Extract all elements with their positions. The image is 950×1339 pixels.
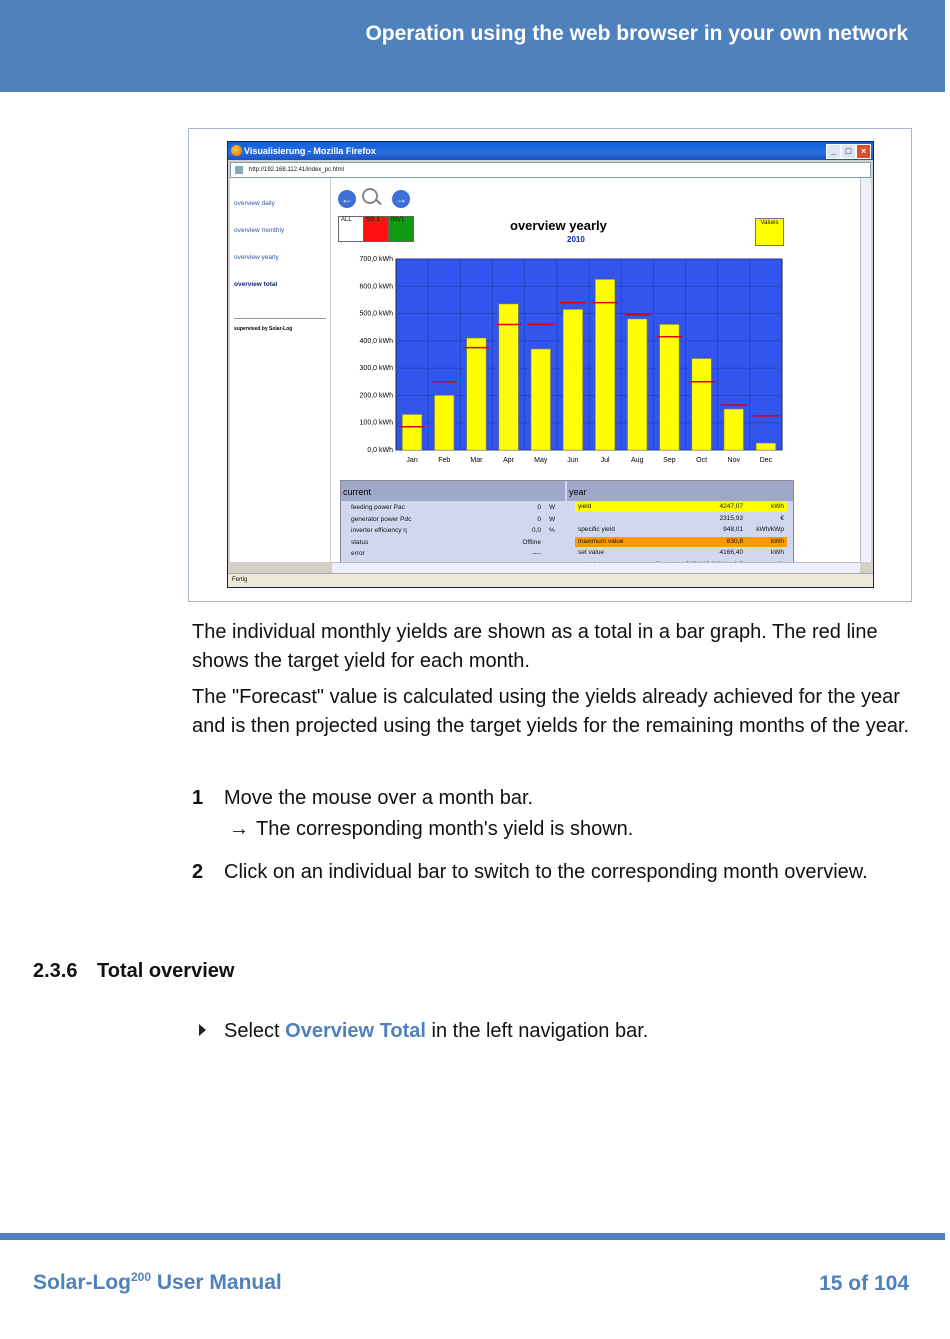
row-unit: W [549, 504, 556, 511]
arrow-right-icon[interactable]: → [392, 190, 410, 208]
row-label: maximum value [578, 537, 624, 545]
chart-year: 2010 [567, 235, 585, 244]
step-1-text: Move the mouse over a month bar. [224, 787, 534, 809]
row-value: 0 [537, 504, 541, 511]
browser-statusbar [228, 573, 873, 587]
row-value: 4166,40 [719, 549, 743, 556]
horizontal-scrollbar[interactable] [332, 562, 860, 573]
close-icon[interactable]: × [856, 144, 871, 159]
x-tick-label: Nov [727, 457, 740, 464]
row-label: yield [578, 503, 592, 510]
select-sg-button[interactable] [363, 216, 389, 242]
nav-overview-yearly[interactable]: overview yearly [234, 254, 279, 261]
row-value: 630,8 [726, 537, 743, 545]
bar-oct[interactable] [692, 359, 711, 450]
select-all-button[interactable] [338, 216, 364, 242]
values-button[interactable] [755, 218, 784, 246]
row-label: feeding power Pac [351, 504, 405, 511]
arrow-left-icon[interactable]: ← [338, 190, 356, 208]
row-value: 0,0 [531, 527, 541, 534]
window-title: Visualisierung - Mozilla Firefox [244, 146, 376, 156]
header-title: Operation using the web browser in your own network [365, 22, 908, 45]
vertical-scrollbar[interactable] [860, 178, 871, 562]
y-tick-label: 500,0 kWh [359, 310, 393, 318]
maximize-icon[interactable]: □ [841, 144, 856, 159]
row-label: status [351, 538, 369, 546]
address-bar[interactable] [230, 162, 871, 178]
bar-jan[interactable] [402, 415, 421, 450]
step-2-text: Click on an individual bar to switch to the corresponding month overview. [224, 861, 868, 883]
supervised-label: supervised by Solar-Log [234, 326, 293, 332]
row-unit: kWh [771, 549, 784, 556]
firefox-icon [231, 145, 242, 156]
bar-may[interactable] [531, 349, 550, 450]
values-label: Values [760, 220, 779, 226]
status-text: Fertig [232, 577, 248, 583]
row-value: 2315,93 [719, 514, 743, 522]
paragraph-2: The "Forecast" value is calculated using the yields already achieved for the year and is then projected using the target yields for the remaining months of the year. [192, 686, 910, 737]
y-tick-label: 200,0 kWh [359, 392, 393, 400]
row-unit: kWh [771, 537, 784, 545]
bullet-triangle-icon [199, 1024, 206, 1036]
nav-overview-total[interactable]: overview total [234, 281, 278, 288]
y-tick-label: 400,0 kWh [359, 337, 393, 345]
result-arrow-icon: → [229, 818, 249, 840]
row-label: generator power Pdc [351, 515, 412, 523]
page-icon [235, 166, 243, 174]
x-tick-label: Jan [406, 457, 418, 464]
y-tick-label: 100,0 kWh [359, 419, 393, 427]
x-tick-label: Oct [696, 457, 708, 464]
current-row [351, 503, 563, 513]
bullet-instruction [224, 1017, 648, 1046]
stats-panel [340, 480, 794, 568]
row-value: 0 [537, 515, 541, 523]
row-unit: kWh [771, 503, 784, 510]
left-nav [230, 178, 331, 562]
bar-sep[interactable] [660, 324, 679, 450]
current-row [351, 526, 563, 536]
current-row [351, 538, 563, 548]
row-unit: W [549, 515, 556, 523]
row-value: ---- [532, 550, 541, 557]
footer-brand [33, 1270, 282, 1295]
row-label: specific yield [578, 526, 615, 533]
row-unit: % [549, 527, 555, 534]
nav-overview-daily[interactable]: overview daily [234, 200, 275, 207]
window-titlebar [228, 142, 873, 160]
screenshot-figure [188, 128, 912, 602]
x-tick-label: Jul [600, 457, 610, 464]
select-sg-label: SG 1 [366, 217, 380, 223]
section-title: Total overview [97, 960, 235, 982]
year-heading: year [567, 481, 793, 501]
step-1-number: 1 [192, 787, 204, 809]
row-value: Offline [522, 538, 541, 546]
year-row [575, 525, 787, 535]
step-1-result: The corresponding month's yield is shown. [256, 818, 634, 840]
row-label: inverter efficiency η [351, 527, 407, 534]
bar-jul[interactable] [595, 279, 614, 450]
row-unit: € [780, 514, 784, 522]
current-row [351, 515, 563, 525]
paragraph-1: The individual monthly yields are shown as a total in a bar graph. The red line shows the target yield for each month. [192, 621, 878, 672]
bullet-pre: Select [224, 1020, 286, 1042]
bar-feb[interactable] [435, 395, 454, 450]
bullet-post: in the left navigation bar. [425, 1020, 649, 1042]
chart-title: overview yearly [510, 218, 607, 233]
x-tick-label: Aug [631, 457, 644, 464]
footer-brand-rest: User Manual [151, 1271, 282, 1294]
bar-nov[interactable] [724, 409, 743, 450]
select-inv-label: INV1 [391, 217, 405, 223]
y-tick-label: 700,0 kWh [359, 256, 393, 263]
yearly-bar-chart [334, 244, 784, 480]
footer-page-number: 15 of 104 [819, 1272, 909, 1295]
browser-window [227, 141, 874, 588]
current-heading: current [341, 481, 565, 501]
bar-apr[interactable] [499, 304, 518, 450]
section-number: 2.3.6 [33, 960, 78, 982]
current-row [351, 549, 563, 559]
year-row [575, 537, 787, 547]
bar-aug[interactable] [628, 319, 647, 450]
x-tick-label: Sep [663, 457, 676, 464]
year-row [575, 548, 787, 558]
step-2-number: 2 [192, 861, 204, 883]
row-value: 4247,07 [719, 503, 743, 510]
x-tick-label: Apr [503, 457, 515, 464]
row-label: set value [578, 549, 605, 556]
select-all-label: ALL [341, 217, 352, 223]
select-inv-button[interactable] [388, 216, 414, 242]
x-tick-label: Mar [470, 457, 483, 464]
footer-brand-name: Solar-Log [33, 1271, 131, 1294]
zoom-icon[interactable] [362, 188, 378, 204]
x-tick-label: Feb [438, 457, 451, 464]
row-unit: kWh/kWp [756, 526, 784, 533]
address-url: http://192.168.112.41/index_pc.html [249, 167, 344, 173]
y-tick-label: 600,0 kWh [359, 283, 393, 291]
year-row [575, 502, 787, 512]
page-header [0, 0, 945, 92]
bar-jun[interactable] [563, 309, 582, 450]
nav-divider [234, 318, 326, 319]
nav-overview-monthly[interactable]: overview monthly [234, 227, 285, 234]
x-tick-label: May [534, 457, 548, 464]
year-row [575, 514, 787, 524]
y-tick-label: 300,0 kWh [359, 365, 393, 373]
browser-content [230, 178, 860, 562]
row-value: 948,01 [723, 526, 743, 533]
footer-rule [0, 1233, 945, 1240]
row-label: error [351, 550, 365, 557]
x-tick-label: Dec [759, 457, 773, 464]
bar-dec[interactable] [756, 443, 775, 450]
bar-mar[interactable] [467, 338, 486, 450]
x-tick-label: Jun [567, 457, 579, 464]
y-tick-label: 0,0 kWh [367, 447, 393, 454]
minimize-icon[interactable]: _ [826, 144, 841, 159]
footer-brand-sup: 200 [131, 1270, 152, 1284]
overview-total-link: Overview Total [285, 1020, 426, 1042]
